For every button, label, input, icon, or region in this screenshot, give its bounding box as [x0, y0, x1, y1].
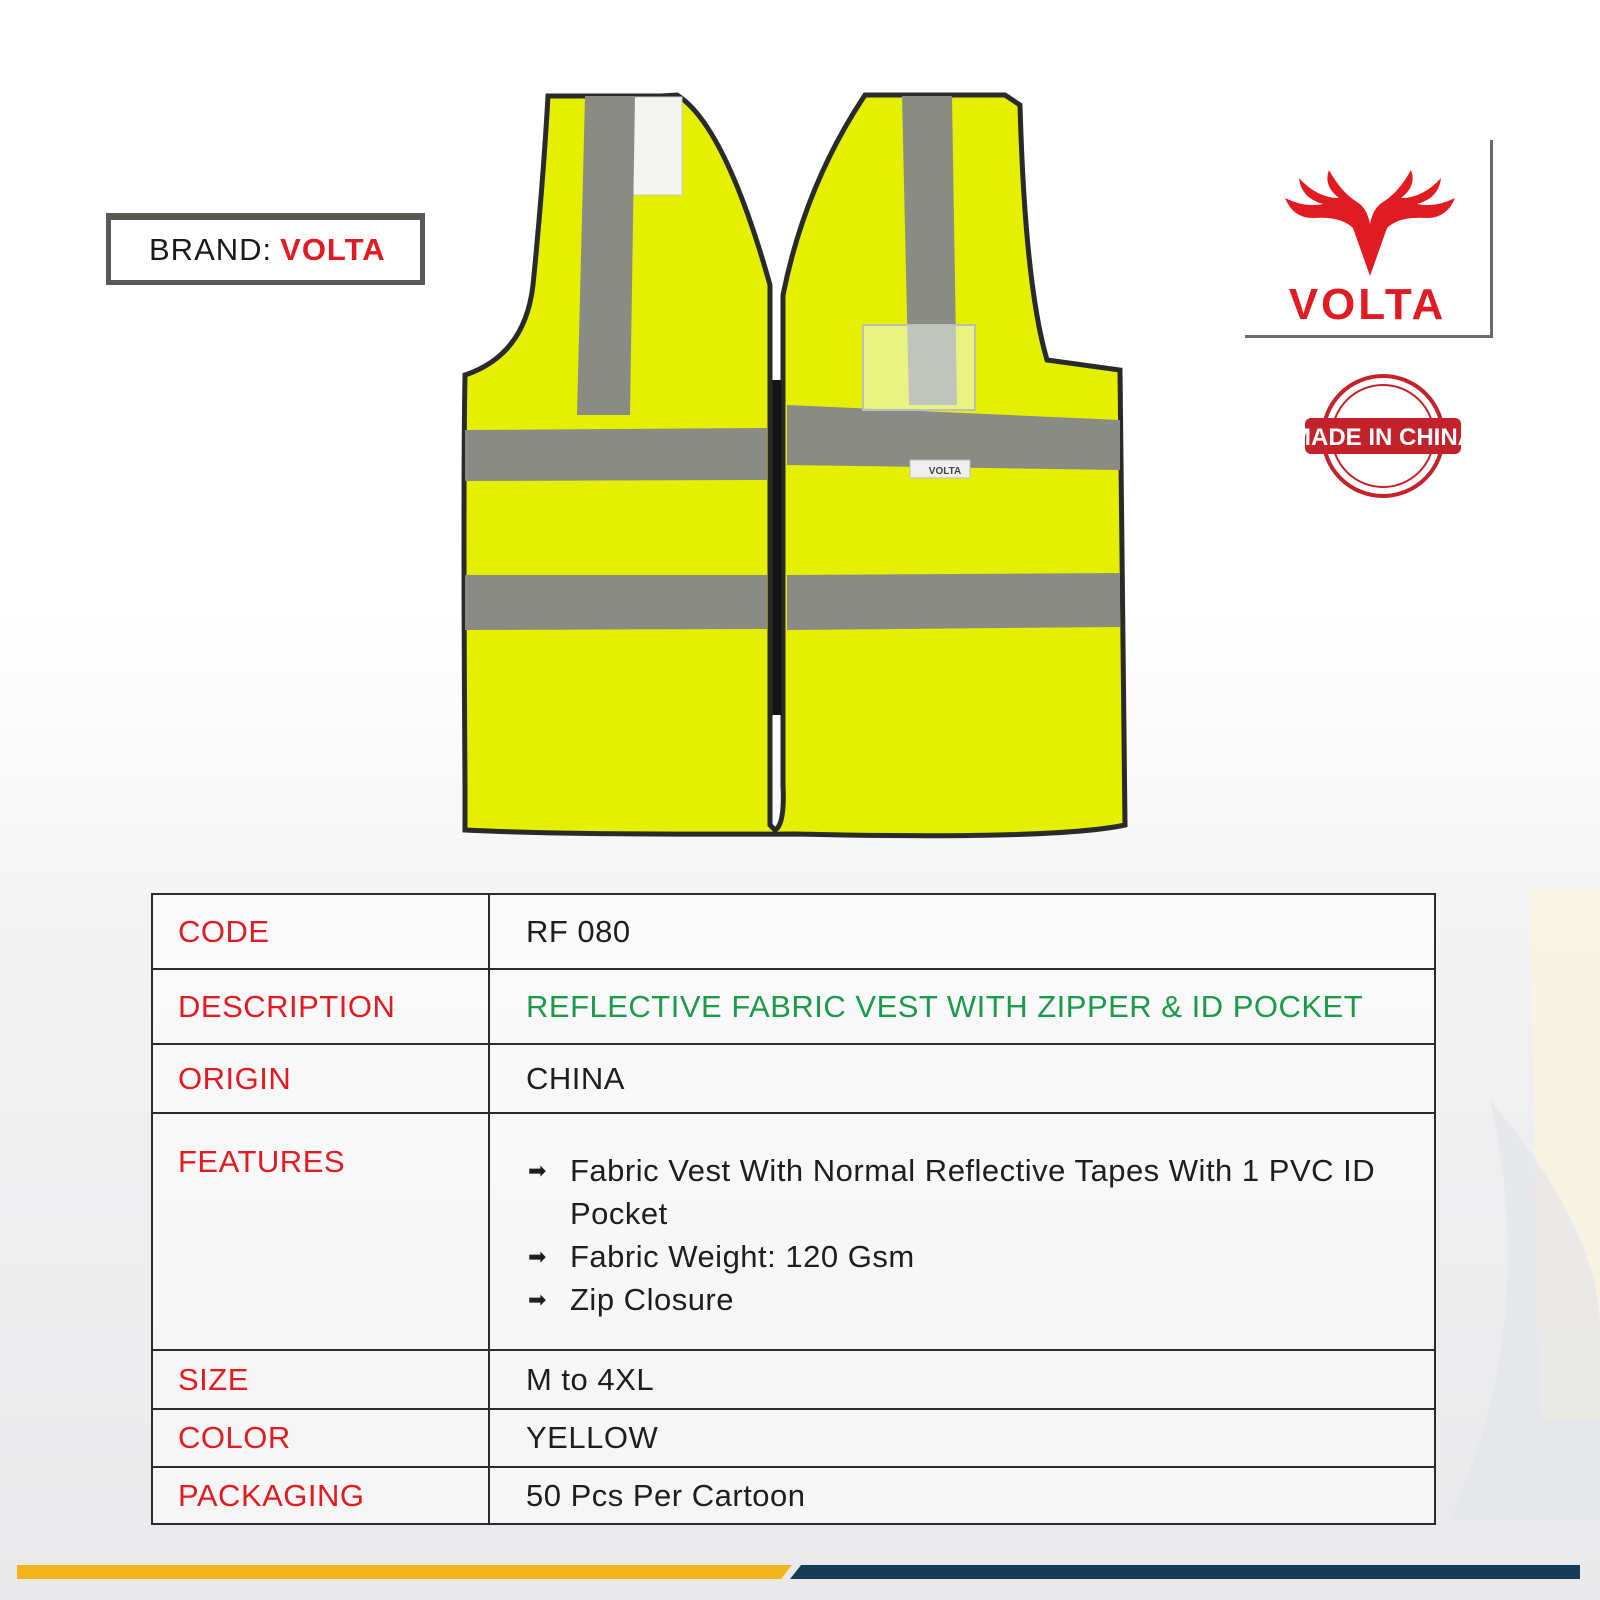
feature-text: Fabric Vest With Normal Reflective Tapes With 1 PVC ID Pocket — [570, 1152, 1376, 1231]
brand-value: VOLTA — [280, 232, 386, 267]
spec-label-description: DESCRIPTION — [152, 969, 489, 1044]
arrow-right-icon: ➡ — [528, 1157, 547, 1183]
brand-label: BRAND: — [149, 232, 273, 267]
volta-wings-logo-icon — [1283, 168, 1458, 278]
spec-value-code: RF 080 — [489, 894, 1435, 969]
vest-tag-text: VOLTA — [928, 466, 962, 477]
spec-row-origin — [152, 1044, 1435, 1113]
spec-row-features — [152, 1113, 1435, 1350]
spec-label-features: FEATURES — [152, 1113, 489, 1350]
features-list — [526, 1143, 1434, 1321]
feature-item — [526, 1149, 1386, 1235]
spec-row-description — [152, 969, 1435, 1044]
spec-value-features — [489, 1113, 1435, 1350]
spec-row-color — [152, 1409, 1435, 1467]
feature-item — [526, 1278, 1386, 1321]
spec-value-packaging: 50 Pcs Per Cartoon — [489, 1467, 1435, 1524]
reflective-vest-icon — [465, 85, 1125, 845]
spec-label-origin: ORIGIN — [152, 1044, 489, 1113]
arrow-right-icon: ➡ — [528, 1286, 547, 1312]
spec-label-color: COLOR — [152, 1409, 489, 1467]
spec-value-origin: CHINA — [489, 1044, 1435, 1113]
arrow-right-icon: ➡ — [528, 1243, 547, 1269]
spec-label-size: SIZE — [152, 1350, 489, 1409]
feature-item — [526, 1235, 1386, 1278]
logo-text: VOLTA — [1288, 280, 1447, 329]
spec-table — [151, 893, 1436, 1525]
feature-text: Zip Closure — [570, 1281, 734, 1317]
spec-row-packaging — [152, 1467, 1435, 1524]
brand-box — [106, 213, 425, 285]
made-in-china-stamp — [1291, 370, 1475, 502]
spec-value-description: REFLECTIVE FABRIC VEST WITH ZIPPER & ID POCKET — [489, 969, 1435, 1044]
spec-value-color: YELLOW — [489, 1409, 1435, 1467]
spec-row-size — [152, 1350, 1435, 1409]
footer-bar-navy — [790, 1565, 1580, 1579]
spec-value-size: M to 4XL — [489, 1350, 1435, 1409]
stamp-text: MADE IN CHINA — [1291, 424, 1475, 451]
feature-text: Fabric Weight: 120 Gsm — [570, 1238, 915, 1274]
spec-row-code — [152, 894, 1435, 969]
volta-logo — [1245, 140, 1493, 338]
spec-label-code: CODE — [152, 894, 489, 969]
spec-label-packaging: PACKAGING — [152, 1467, 489, 1524]
footer-bar-yellow — [17, 1565, 792, 1579]
